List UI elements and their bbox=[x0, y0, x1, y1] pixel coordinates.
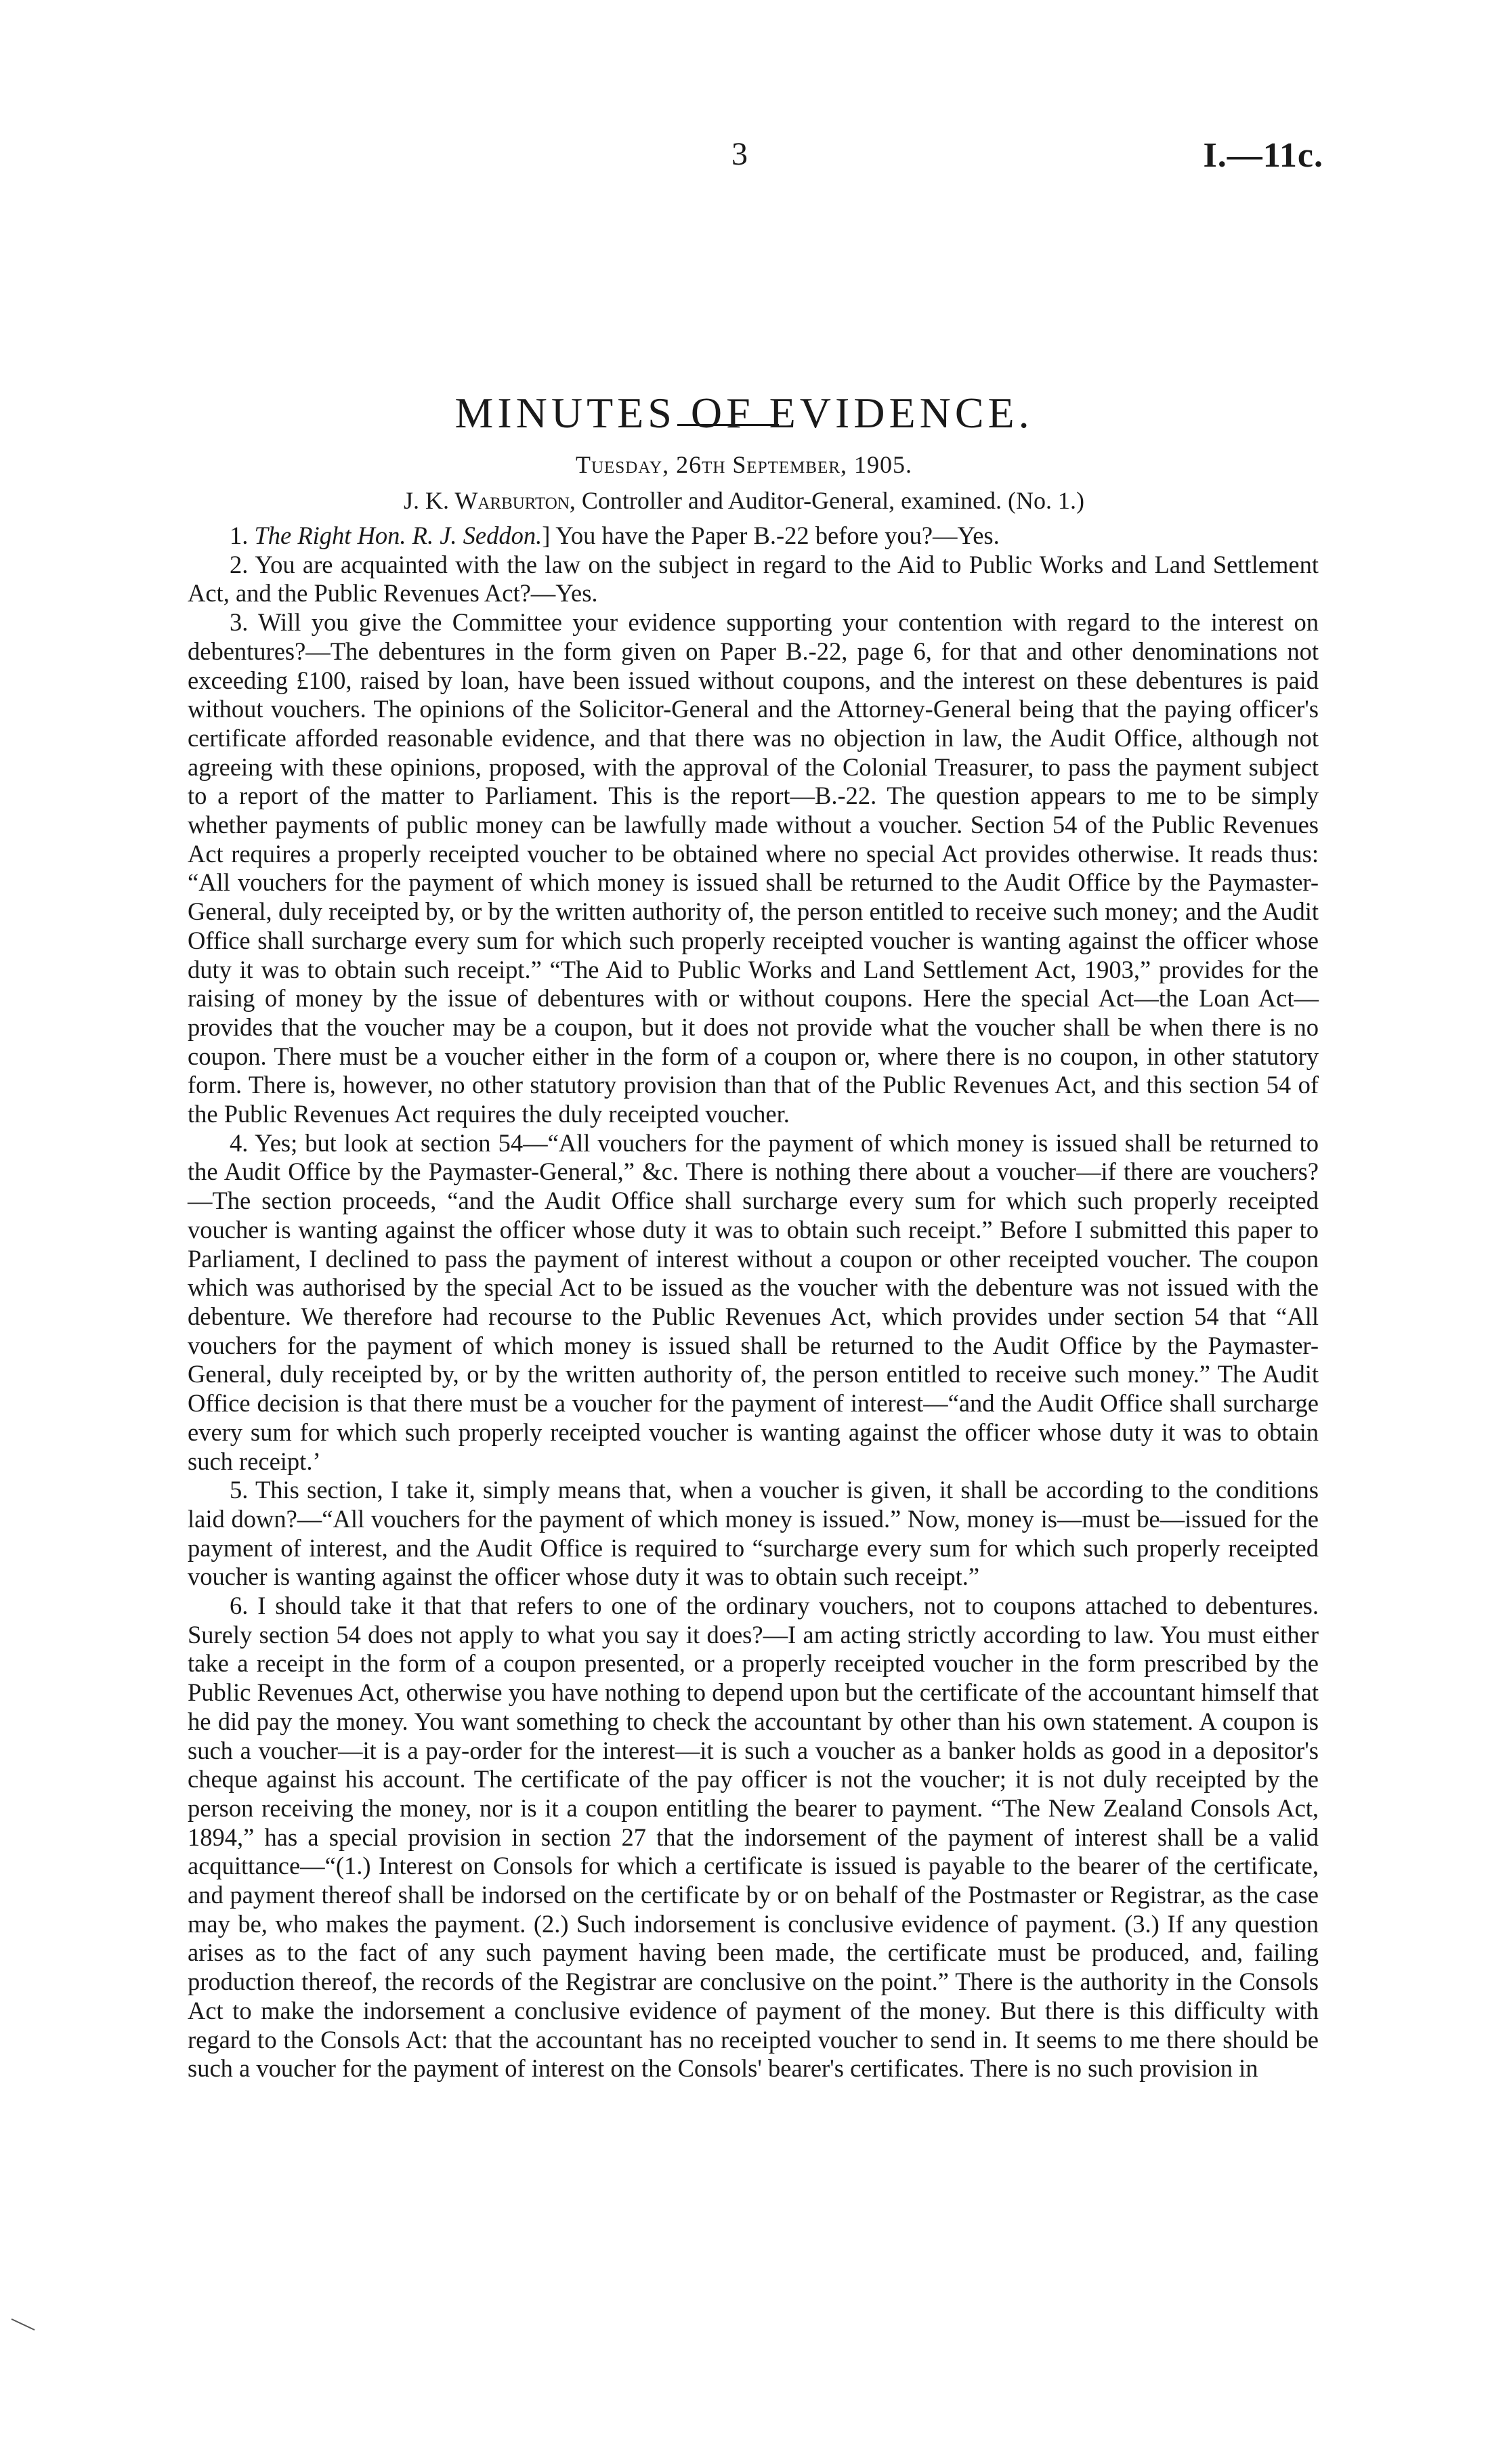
margin-mark-icon bbox=[10, 2316, 37, 2333]
paragraph-text: 2. You are acquainted with the law on the subject in regard to the Aid to Public Works and Land Settlement Act, and the Public Revenues Act?—Yes. bbox=[188, 550, 1319, 608]
evidence-paragraph bbox=[188, 608, 1319, 1129]
paragraph-text: 4. Yes; but look at section 54—“All vouchers for the payment of which money is issued shall be returned to the Audit Office by the Paymaster-General,” &c. There is nothing there about a voucher—if there are vouchers?—The section proceeds, “and the Audit Office shall surcharge every sum for which such properly receipted voucher is wanting against the officer whose duty it was to obtain such receipt.” Before I submitted this paper to Parliament, I declined to pass the payment of interest without a coupon or other receipted voucher. The coupon which was authorised by the special Act to be issued as the voucher with the debenture was not issued with the debenture. We therefore had recourse to the Public Revenues Act, which provides under section 54 that “All vouchers for the payment of which money is issued shall be returned to the Audit Office by the Paymaster-General, duly receipted by, or by the written authority of, the person entitled to receive such money.” The Audit Office decision is that there must be a voucher for the payment of interest—“and the Audit Office shall surcharge every sum for which such properly receipted voucher is wanting against the officer whose duty it was to obtain such receipt.’ bbox=[188, 1128, 1319, 1475]
evidence-body bbox=[188, 522, 1319, 2083]
evidence-paragraph bbox=[188, 551, 1319, 608]
page-title: MINUTES OF EVIDENCE. bbox=[454, 388, 1034, 437]
paragraph-text: 3. Will you give the Committee your evidence supporting your contention with regard to the interest on debentures?—The debentures in the form given on Paper B.-22, page 6, for that and other denominations not exceeding £100, raised by loan, have been issued without coupons, and the interest on these debentures is paid without vouchers. The opinions of the Solicitor-General and the Attorney-General being that the paying officer's certificate afforded reasonable evidence, and that there was no objection in law, the Audit Office, although not agreeing with these opinions, proposed, with the approval of the Colonial Treasurer, to pass the payment subject to a report of the matter to Parliament. This is the report—B.-22. The question appears to me to be simply whether payments of public money can be lawfully made without a voucher. Section 54 of the Public Revenues Act requires a properly receipted voucher to be obtained where no special Act provides otherwise. It reads thus: “All vouchers for the payment of which money is issued shall be returned to the Audit Office by the Paymaster-General, duly receipted by, or by the written authority of, the person entitled to receive such money; and the Audit Office shall surcharge every sum for which such properly receipted voucher is wanting against the officer whose duty it was to obtain such receipt.” “The Aid to Public Works and Land Settlement Act, 1903,” provides for the raising of money by the issue of debentures with or without coupons. Here the special Act—the Loan Act—provides that the voucher may be a coupon, but it does not provide what the voucher shall be when there is no coupon. There must be a voucher either in the form of a coupon or, where there is no coupon, in other statutory form. There is, however, no other statutory provision than that of the Public Revenues Act, and this section 54 of the Public Revenues Act requires the duly receipted voucher. bbox=[188, 608, 1319, 1128]
page-header bbox=[0, 135, 1488, 183]
hearing-date: Tuesday, 26th September, 1905. bbox=[576, 451, 912, 478]
evidence-paragraph bbox=[188, 1129, 1319, 1476]
witness-description: Controller and Auditor-General, examined. (No. 1.) bbox=[581, 487, 1084, 514]
page-number: 3 bbox=[731, 136, 748, 172]
evidence-paragraph bbox=[188, 1476, 1319, 1592]
paragraph-number: 1. bbox=[230, 522, 255, 549]
witness-line bbox=[0, 486, 1488, 515]
document-reference: I.—11c. bbox=[1203, 136, 1323, 175]
paragraph-text: ] You have the Paper B.-22 before you?—Yes. bbox=[542, 522, 1000, 549]
witness-name: J. K. Warburton, bbox=[404, 487, 576, 514]
paragraph-text: 6. I should take it that that refers to one of the ordinary vouchers, not to coupons attached to debentures. Surely section 54 does not apply to what you say it does?—I am acting strictly according to law. You must either take a receipt in the form of a coupon presented, or a properly receipted voucher in the form prescribed by the Public Revenues Act, otherwise you have nothing to depend upon but the certificate of the accountant himself that he did pay the money. You want something to check the accountant by other than his own statement. A coupon is such a voucher—it is a pay-order for the interest—it is such a voucher as a banker holds as good in a depositor's cheque against his account. The certificate of the pay officer is not the voucher; it is not duly receipted by the person receiving the money, nor is it a coupon entitling the bearer to payment. “The New Zealand Consols Act, 1894,” has a special provision in section 27 that the indorsement of the payment of interest shall be a valid acquittance—“(1.) Interest on Consols for which a certificate is issued is payable to the bearer of the certificate, and payment thereof shall be indorsed on the certificate by or on behalf of the Postmaster or Registrar, as the case may be, who makes the payment. (2.) Such indorsement is conclusive evidence of payment. (3.) If any question arises as to the fact of any such payment having been made, the certificate must be produced, and, failing production thereof, the records of the Registrar are conclusive on the point.” There is the authority in the Consols Act to make the indorsement a conclusive evidence of payment of the money. But there is this difficulty with regard to the Consols Act: that the accountant has no receipted voucher to send in. It seems to me there should be such a voucher for the payment of interest on the Consols' bearer's certificates. There is no such provision in bbox=[188, 1592, 1319, 2083]
speaker-name: The Right Hon. R. J. Seddon. bbox=[254, 522, 543, 549]
title-divider bbox=[677, 424, 779, 426]
evidence-paragraph bbox=[188, 1592, 1319, 2083]
evidence-paragraph bbox=[188, 522, 1319, 551]
paragraph-text: 5. This section, I take it, simply means that, when a voucher is given, it shall be according to the conditions laid down?—“All vouchers for the payment of which money is issued.” Now, money is—must be—issued for the payment of interest, and the Audit Office is required to “surcharge every sum for which such properly receipted voucher is wanting against the officer whose duty it was to obtain such receipt.” bbox=[188, 1476, 1319, 1591]
